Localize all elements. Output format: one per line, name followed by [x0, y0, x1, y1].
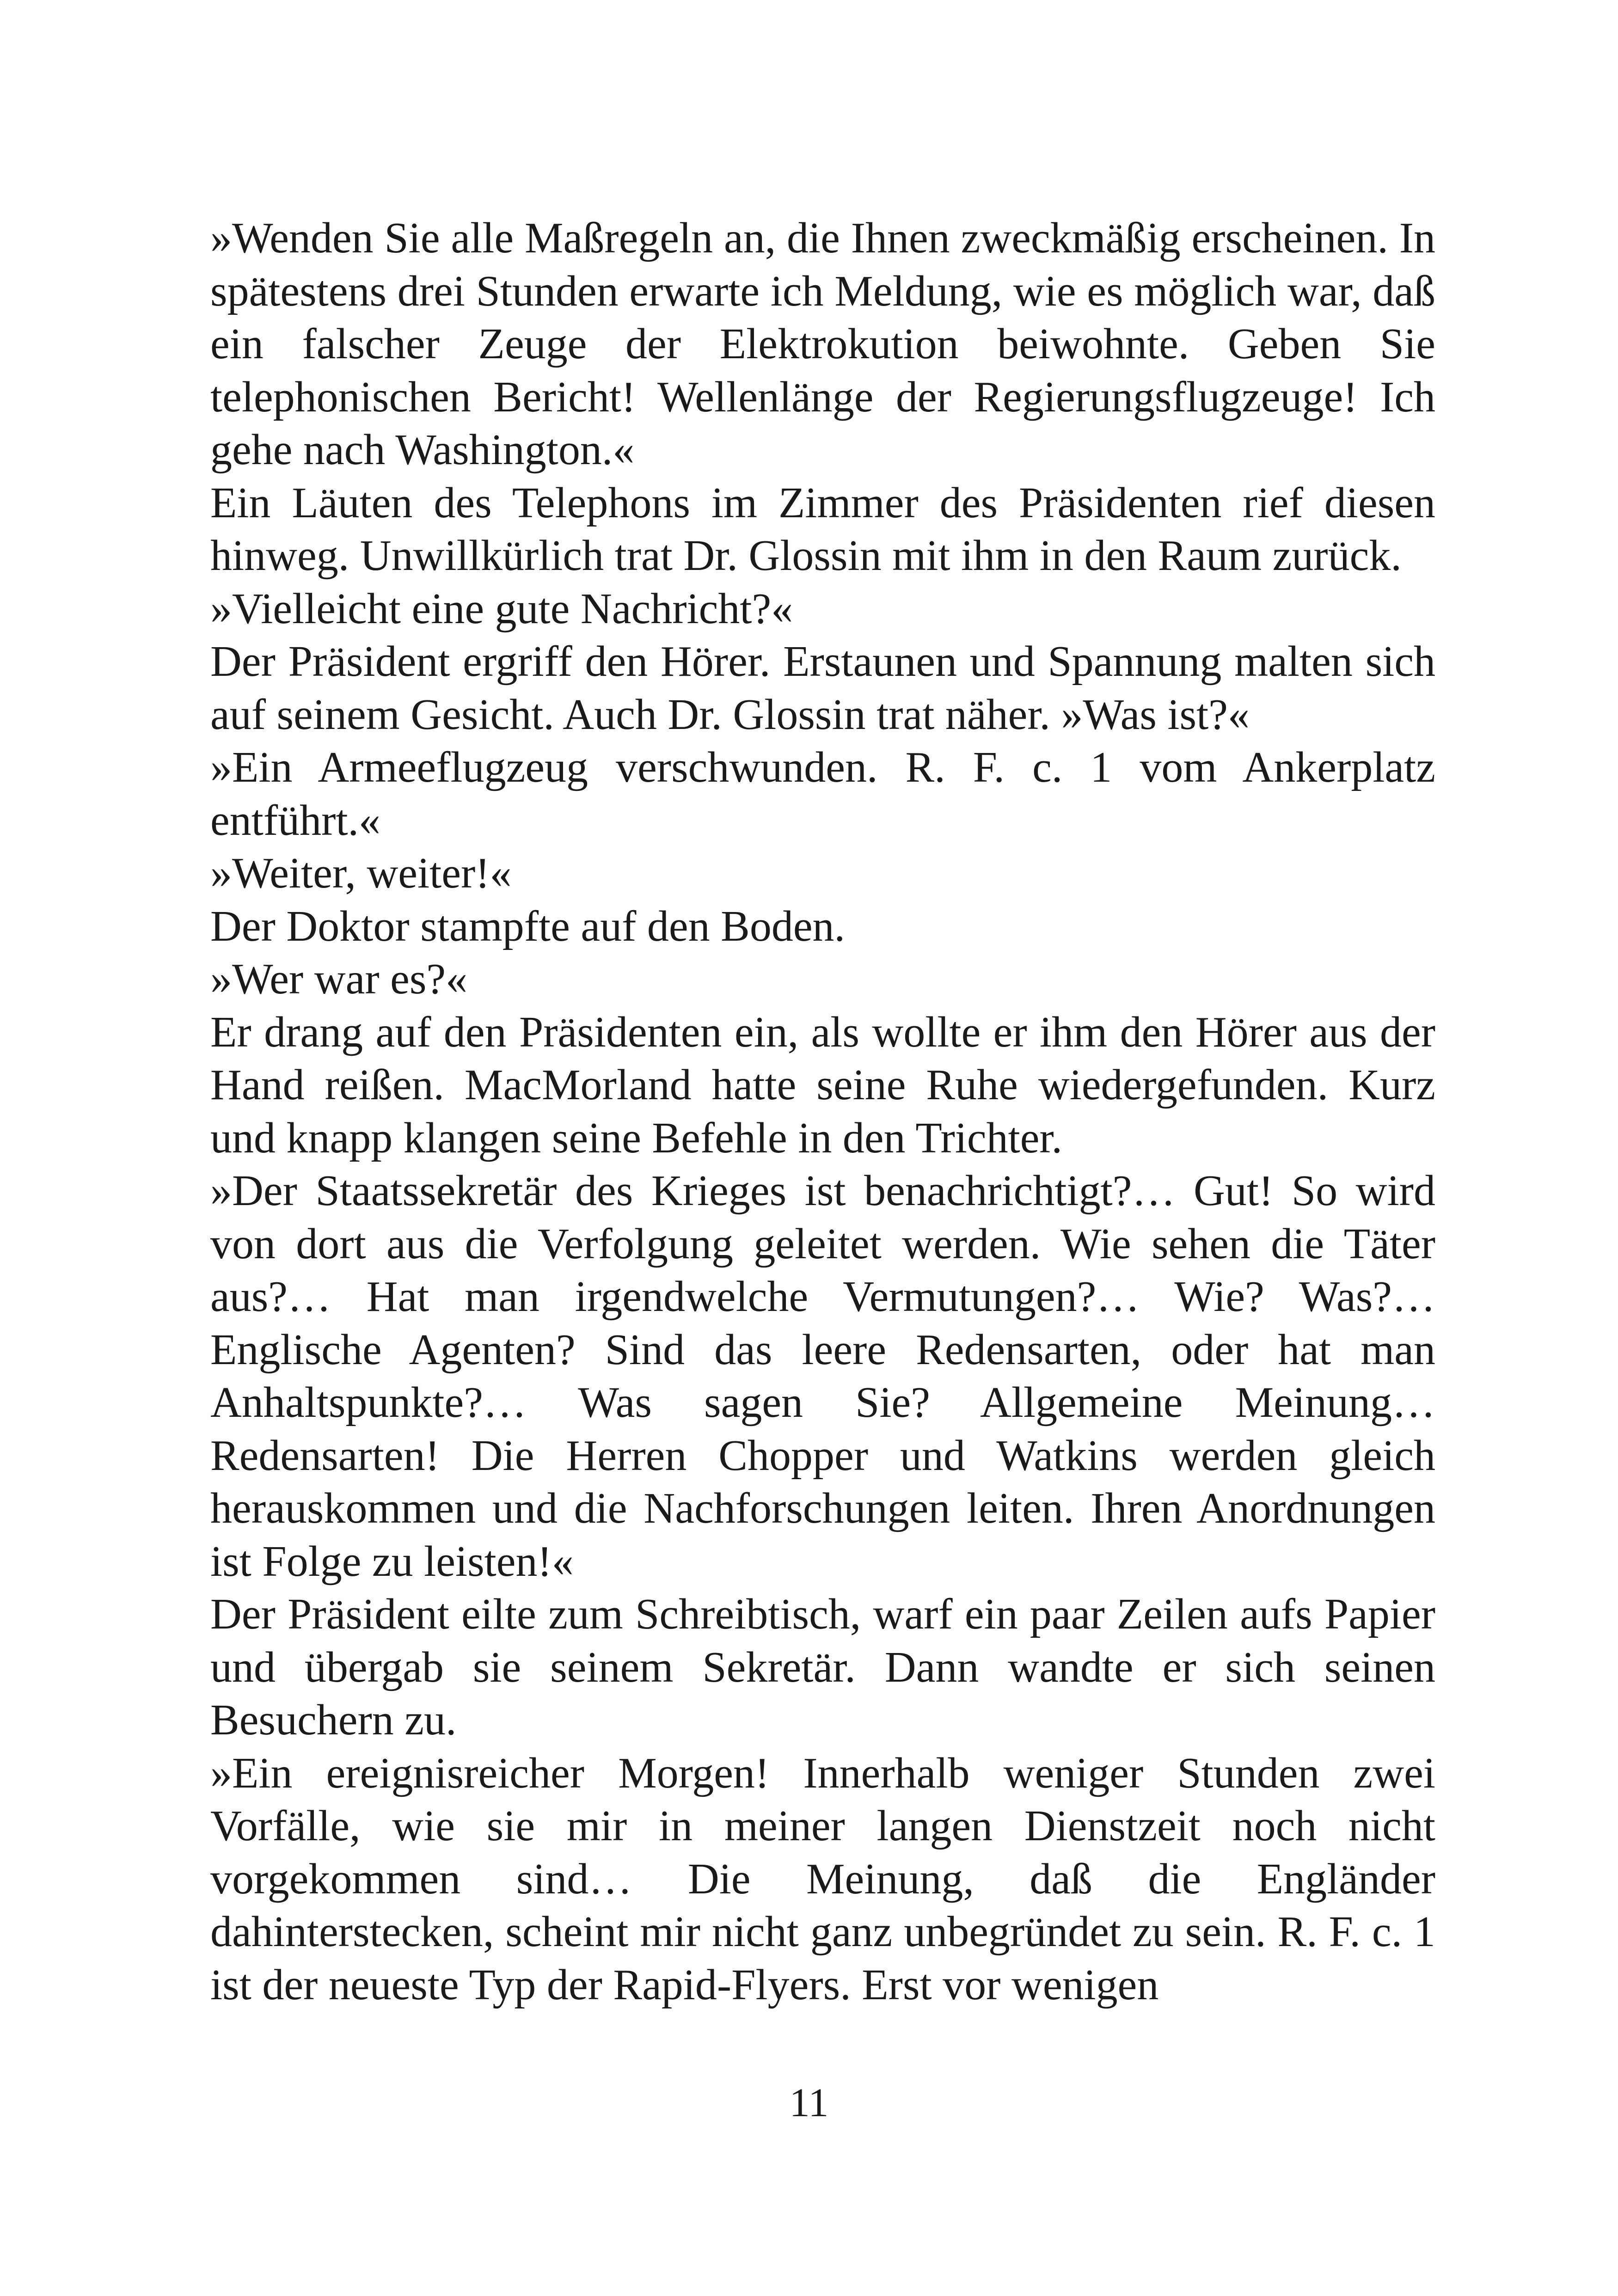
paragraph-aircraft-missing: »Ein Armeeflugzeug verschwunden. R. F. c. 1 vom Ankerplatz entführt.« — [210, 743, 1435, 845]
page-number: 11 — [789, 2081, 829, 2125]
paragraph-good-news: »Vielleicht eine gute Nachricht?« — [210, 584, 793, 633]
paragraph-president-receiver: Der Präsident ergriff den Hörer. Erstaunen und Spannung malten sich auf seinem Gesicht. Auch Dr. Glossin trat näher. »Was ist?« — [210, 637, 1435, 739]
paragraph-go-on: »Weiter, weiter!« — [210, 849, 512, 897]
page-body — [210, 212, 1435, 2011]
paragraph-president-desk: Der Präsident eilte zum Schreibtisch, warf ein paar Zeilen aufs Papier und übergab sie seinem Sekretär. Dann wandte er sich seinen Besuchern zu. — [210, 1590, 1435, 1744]
paragraph-macmorland-orders: Er drang auf den Präsidenten ein, als wollte er ihm den Hörer aus der Hand reißen. MacMorland hatte seine Ruhe wiedergefunden. Kurz und knapp klangen seine Befehle in den Trichter. — [210, 1008, 1435, 1162]
paragraph-eventful-morning: »Ein ereignisreicher Morgen! Innerhalb weniger Stunden zwei Vorfälle, wie sie mir in meiner langen Dienstzeit noch nicht vorgekommen sind… Die Meinung, daß die Engländer dahinterstecken, scheint mir nicht ganz unbegründet zu sein. R. F. c. 1 ist der neueste Typ der Rapid-Flyers. Erst vor wenigen — [210, 1749, 1435, 2009]
paragraph-telephone-ring: Ein Läuten des Telephons im Zimmer des Präsidenten rief diesen hinweg. Unwillkürlich trat Dr. Glossin mit ihm in den Raum zurück. — [210, 478, 1435, 580]
paragraph-who-was-it: »Wer war es?« — [210, 955, 468, 1003]
paragraph-instructions: »Wenden Sie alle Maßregeln an, die Ihnen zweckmäßig erscheinen. In spätestens drei Stunden erwarte ich Meldung, wie es möglich war, daß ein falscher Zeuge der Elektrokution beiwohnte. Geben Sie telephonischen Bericht! Wellenlänge der Regierungsflugzeuge! Ich gehe nach Washington.« — [210, 214, 1435, 474]
paragraph-doctor-stamped: Der Doktor stampfte auf den Boden. — [210, 902, 846, 950]
paragraph-phone-dialogue: »Der Staatssekretär des Krieges ist benachrichtigt?… Gut! So wird von dort aus die Verfolgung geleitet werden. Wie sehen die Täter aus?… Hat man irgendwelche Vermutungen?… Wie? Was?… Englische Agenten? Sind das leere Redensarten, oder hat man Anhaltspunkte?… Was sagen Sie? Allgemeine Meinung… Redensarten! Die Herren Chopper und Watkins werden gleich herauskommen und die Nachforschungen leiten. Ihren Anordnungen ist Folge zu leisten!« — [210, 1167, 1435, 1586]
